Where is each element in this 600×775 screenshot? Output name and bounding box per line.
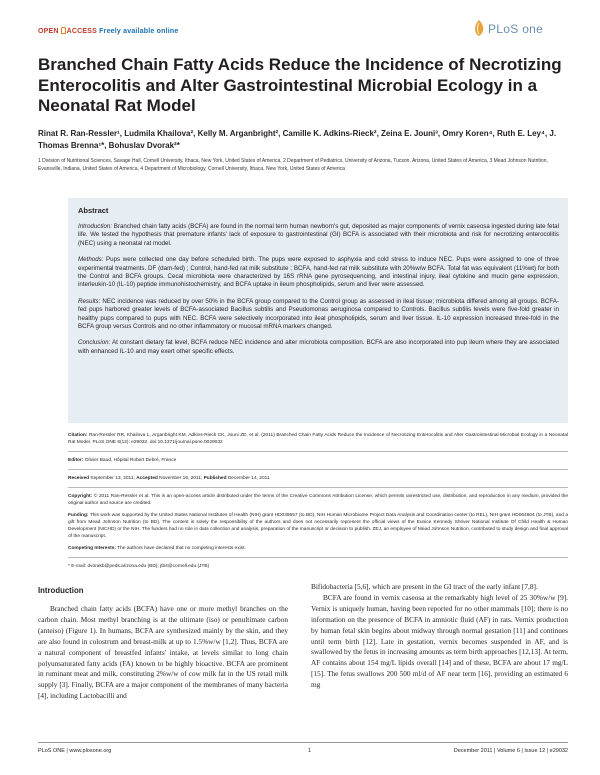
logo-text [488, 22, 543, 36]
abstract-methods-text: Pups were collected one day before scheduled birth. The pups were exposed to asphyxia and cold stress to induce NEC. Pups were assigned to one of three experimental treatments. DF (dam-fed) ; Control, hand-fed rat milk substitute ; BCFA, hand-fed rat milk substitute with 20%w/w BCFA. Total fat was equivalent (11%wt) for both the Control and BCFA groups. Cecal microbiota were characterized by 16S rRNA gene pyrosequencing, and intestinal injury, ileal cytokine and mucin gene expression, interleukin-10 (IL-10) peptide immunohistochemistry, and BCFA uptake in ileum phospholipids, serum and liver were assessed. [78, 256, 559, 289]
dates [68, 475, 568, 482]
open-label: OPEN [38, 28, 59, 35]
article-title: Branched Chain Fatty Acids Reduce the Incidence of Necrotizing Enterocolitis and Alter Gastrointestinal Microbial Ecology in a Neonatal Rat Model [38, 55, 562, 115]
received-date: September 13, 2011; [89, 476, 137, 481]
abstract-box [68, 198, 568, 423]
copyright [68, 493, 568, 507]
footer-divider [38, 742, 568, 743]
abstract-methods [78, 256, 559, 290]
page-number: 1 [308, 748, 312, 754]
received-label: Received [68, 476, 90, 481]
intro-paragraph-1: Branched chain fatty acids (BCFA) have one or more methyl branches on the carbon chain. Most methyl branching is at the ultimate (iso) or penultimate carbon (anteiso) (Figure 1). In humans, BCFA are synthesized mainly by the skin, and they are also found in colostrum and breast-milk at up to 1.5%w/w [1,2]. Thus, BCFA are a natural component of breastfed infants' intake, at levels similar to long chain polyunsaturated fatty acids (FA) known to be highly bioactive. BCFA are prominent in ruminant meat and milk, constituting 2%w/w of cow milk fat in the US retail milk supply [3]. Finally, BCFA are a major component of the membranes of many bacteria [4], including Lactobacilli and [38, 604, 288, 701]
intro-paragraph-1-continued: Bifidobacteria [5,6], which are present in the GI tract of the early infant [7,8]. [311, 582, 538, 591]
open-access-banner [38, 27, 178, 35]
abstract-results-label: Results: [78, 297, 101, 305]
footer-issue: December 2011 | Volume 6 | Issue 12 | e29032 [453, 748, 568, 754]
citation [68, 432, 568, 446]
affiliations: 1 Division of Nutritional Sciences, Savage Hall, Cornell University, Ithaca, New York, United States of America, 2 Department of Pediatrics, University of Arizona, Tucson, Arizona, United States of America, 3 Mead Johnson Nutrition, Evansville, Indiana, United States of America, 4 Department of Microbiology, Cornell University, Ithaca, New York, United States of America [38, 158, 548, 173]
article-metadata [68, 432, 568, 575]
editor-label: Editor: [68, 458, 84, 463]
abstract-intro-label: Introduction: [78, 223, 113, 230]
plos-leaf-icon [473, 19, 485, 37]
abstract-introduction [78, 223, 559, 248]
funding [68, 512, 568, 540]
body-column-right [311, 582, 568, 691]
abstract-results [78, 298, 559, 332]
logo-one: one [522, 22, 544, 36]
footer-journal[interactable]: PLoS ONE | www.plosone.org [38, 748, 112, 754]
abstract-results-text: NEC incidence was reduced by over 50% in the BCFA group compared to the Control group as assessed in ileal tissue; microbiota differed among all groups. BCFA-fed pups harbored greater levels of BCFA-associated Bacillus subtilis and Pseudomonas aeruginosa compared to Controls. Bacillus subtilis levels were five-fold greater in healthy pups compared to pups with NEC. BCFA were selectively incorporated into ileal phospholipids, serum and liver tissue. IL-10 expression increased three-fold in the BCFA group versus Controls and no other inflammatory or mucosal mRNA markers changed. [78, 297, 559, 331]
logo-plos: PLoS [488, 22, 519, 36]
accepted-label: Accepted [136, 476, 158, 481]
citation-text: Ran-Ressler RR, Khailova L, Arganbright KM, Adkins-Rieck CK, Jouni ZE, et al. (2011) Branched Chain Fatty Acids Reduce the Incidence of Necrotizing Enterocolitis and Alter Gastrointestinal Microbial Ecology in a Neonatal Rat Model. PLoS ONE 6(12): e29032. doi:10.1371/journal.pone.0029032 [68, 433, 568, 445]
email[interactable]: * E-mail: dvorakb@peds.arizona.edu (BD); jtb4@cornell.edu (JTB) [68, 564, 210, 569]
funding-text: This work was supported by the United States National Institutes of Health (NIH) grant HD039657 (to BD), NIH Human Microbiome Project Data Analysis and Coordination center (to REL), NIH grant HD064604 (to JTB), and a gift from Mead Johnson Nutrition (to BD). The content is solely the responsibility of the authors and does not necessarily represent the official views of the Eunice Kennedy Shriver National Institute Of Child Health & Human Development (NICHD) or the NIH. The funders had no role in data collection and analysis, preparation of the manuscript or decision to publish. ZEJ, an employee of Mead Johnson Nutrition, contributed to study design and final approval of the manuscript. [68, 513, 568, 539]
competing-text: The authors have declared that no competing interests exist. [115, 546, 246, 551]
meta-divider [68, 469, 568, 470]
abstract-intro-text: Branched chain fatty acids (BCFA) are found in the normal term human newborn's gut, deposited as major components of vernix caseosa ingested during late fetal life. We tested the hypothesis that premature infants' lack of exposure to gastrointestinal (GI) BCFA is associated with their microbiota and risk for necrotizing enterocolitis (NEC) using a neonatal rat model. [78, 223, 559, 247]
abstract-conclusion-label: Conclusion: [78, 339, 111, 347]
access-label: ACCESS [66, 28, 98, 35]
published-date: December 14, 2011 [226, 476, 270, 481]
competing-interests [68, 545, 568, 552]
abstract-conclusion-text: At constant dietary fat level, BCFA reduce NEC incidence and alter microbiota composition. BCFA are also incorporated into pup ileum where they are associated with enhanced IL-10 and may exert other specific effects. [78, 339, 559, 355]
journal-logo [473, 18, 569, 40]
open-lock-icon [61, 27, 66, 34]
body-column-left [38, 604, 288, 702]
abstract-conclusion [78, 339, 559, 356]
published-label: Published [203, 476, 227, 481]
abstract-heading: Abstract [78, 206, 109, 215]
author-list: Rinat R. Ran-Ressler¹, Ludmila Khailova², Kelly M. Arganbright², Camille K. Adkins-Rieck², Zeina E. Jouni³, Omry Koren⁴, Ruth E. Ley⁴, J. Thomas Brenna¹*, Bohuslav Dvorak²* [38, 129, 557, 150]
copyright-text: © 2011 Ran-Ressler et al. This is an open-access article distributed under the terms of the Creative Commons Attribution License, which permits unrestricted use, distribution, and reproduction in any medium, provided the original author and source are credited. [68, 494, 568, 506]
citation-label: Citation: [68, 433, 88, 438]
accepted-date: November 19, 2011; [157, 476, 204, 481]
meta-divider [68, 557, 568, 558]
editor [68, 457, 568, 464]
intro-paragraph-2: BCFA are found in vernix caseosa at the remarkably high level of 25 30%w/w [9]. Vernix is uniquely human, having been reported for no other mammals [10]; there is no information on the presence of BCFA in amniotic fluid (AF) in rats. Vernix production by human fetal skin begins about midway through normal gestation [11] and continues until term birth [12]. Late in gestation, vernix becomes suspended in AF, and is swallowed by the fetus in increasing amounts as term birth approaches [12,13]. At term, AF contains about 154 mg/L lipids overall [14] and of these, BCFA are about 17 mg/L [15]. The fetus swallows 200 500 ml/d of AF near term [16], providing an estimated 6 mg [311, 592, 568, 690]
meta-divider [68, 487, 568, 488]
meta-divider [68, 451, 568, 452]
editor-text: Olivier Baud, Hôpital Robert Debré, France [83, 458, 177, 463]
freely-available-label: Freely available online [99, 28, 179, 35]
funding-label: Funding: [68, 513, 89, 518]
introduction-heading: Introduction [38, 586, 84, 595]
competing-label: Competing Interests: [68, 546, 116, 551]
copyright-label: Copyright: [68, 494, 93, 499]
abstract-methods-label: Methods: [78, 256, 104, 264]
